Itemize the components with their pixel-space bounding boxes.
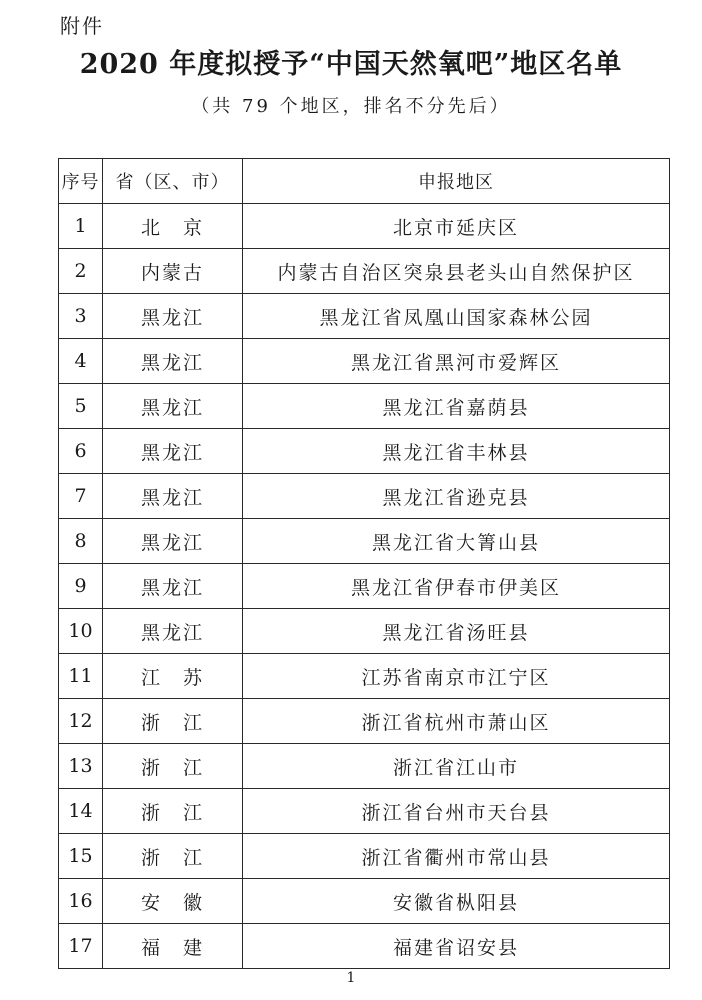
row-province: 安 徽 — [103, 879, 243, 924]
table-row — [59, 249, 670, 294]
row-number: 8 — [59, 519, 103, 564]
attachment-label: 附件 — [60, 14, 104, 38]
row-region: 浙江省江山市 — [243, 744, 670, 789]
row-province: 黑龙江 — [103, 474, 243, 519]
row-region: 黑龙江省嘉荫县 — [243, 384, 670, 429]
row-number: 15 — [59, 834, 103, 879]
row-number: 6 — [59, 429, 103, 474]
row-number: 3 — [59, 294, 103, 339]
row-region: 安徽省枞阳县 — [243, 879, 670, 924]
row-number: 16 — [59, 879, 103, 924]
table-row — [59, 204, 670, 249]
row-number: 17 — [59, 924, 103, 969]
row-region: 浙江省杭州市萧山区 — [243, 699, 670, 744]
table-row — [59, 789, 670, 834]
row-province: 黑龙江 — [103, 384, 243, 429]
table-row — [59, 879, 670, 924]
page-subtitle: （共 79 个地区，排名不分先后） — [191, 96, 511, 117]
row-number: 2 — [59, 249, 103, 294]
table-row — [59, 654, 670, 699]
header-province: 省（区、市） — [103, 159, 243, 204]
table-row — [59, 339, 670, 384]
row-province: 黑龙江 — [103, 429, 243, 474]
table-row — [59, 384, 670, 429]
row-number: 5 — [59, 384, 103, 429]
row-province: 福 建 — [103, 924, 243, 969]
row-province: 内蒙古 — [103, 249, 243, 294]
row-region: 黑龙江省黑河市爱辉区 — [243, 339, 670, 384]
row-province: 黑龙江 — [103, 564, 243, 609]
table-row — [59, 609, 670, 654]
table-row — [59, 564, 670, 609]
row-province: 黑龙江 — [103, 339, 243, 384]
row-region: 内蒙古自治区突泉县老头山自然保护区 — [243, 249, 670, 294]
row-number: 10 — [59, 609, 103, 654]
table-row — [59, 699, 670, 744]
row-region: 浙江省衢州市常山县 — [243, 834, 670, 879]
table-row — [59, 474, 670, 519]
row-number: 14 — [59, 789, 103, 834]
row-province: 浙 江 — [103, 699, 243, 744]
table-row — [59, 834, 670, 879]
row-number: 9 — [59, 564, 103, 609]
header-region: 申报地区 — [243, 159, 670, 204]
row-region: 北京市延庆区 — [243, 204, 670, 249]
row-region: 黑龙江省逊克县 — [243, 474, 670, 519]
page-number: 1 — [346, 970, 356, 986]
row-number: 7 — [59, 474, 103, 519]
table-header-row — [59, 159, 670, 204]
row-province: 北 京 — [103, 204, 243, 249]
table-row — [59, 924, 670, 969]
row-number: 12 — [59, 699, 103, 744]
row-province: 黑龙江 — [103, 519, 243, 564]
row-region: 浙江省台州市天台县 — [243, 789, 670, 834]
row-number: 13 — [59, 744, 103, 789]
row-province: 浙 江 — [103, 789, 243, 834]
row-region: 黑龙江省丰林县 — [243, 429, 670, 474]
row-region: 黑龙江省伊春市伊美区 — [243, 564, 670, 609]
region-table — [58, 158, 670, 969]
table-row — [59, 519, 670, 564]
row-province: 黑龙江 — [103, 609, 243, 654]
row-region: 江苏省南京市江宁区 — [243, 654, 670, 699]
row-number: 1 — [59, 204, 103, 249]
header-number: 序号 — [59, 159, 103, 204]
row-province: 浙 江 — [103, 744, 243, 789]
table-row — [59, 294, 670, 339]
page-title: 2020 年度拟授予“中国天然氧吧”地区名单 — [79, 49, 623, 80]
row-number: 4 — [59, 339, 103, 384]
row-province: 浙 江 — [103, 834, 243, 879]
table-row — [59, 429, 670, 474]
row-region: 黑龙江省汤旺县 — [243, 609, 670, 654]
row-province: 江 苏 — [103, 654, 243, 699]
row-number: 11 — [59, 654, 103, 699]
row-region: 黑龙江省凤凰山国家森林公园 — [243, 294, 670, 339]
row-region: 黑龙江省大箐山县 — [243, 519, 670, 564]
row-region: 福建省诏安县 — [243, 924, 670, 969]
table-body — [59, 204, 670, 969]
table-row — [59, 744, 670, 789]
row-province: 黑龙江 — [103, 294, 243, 339]
